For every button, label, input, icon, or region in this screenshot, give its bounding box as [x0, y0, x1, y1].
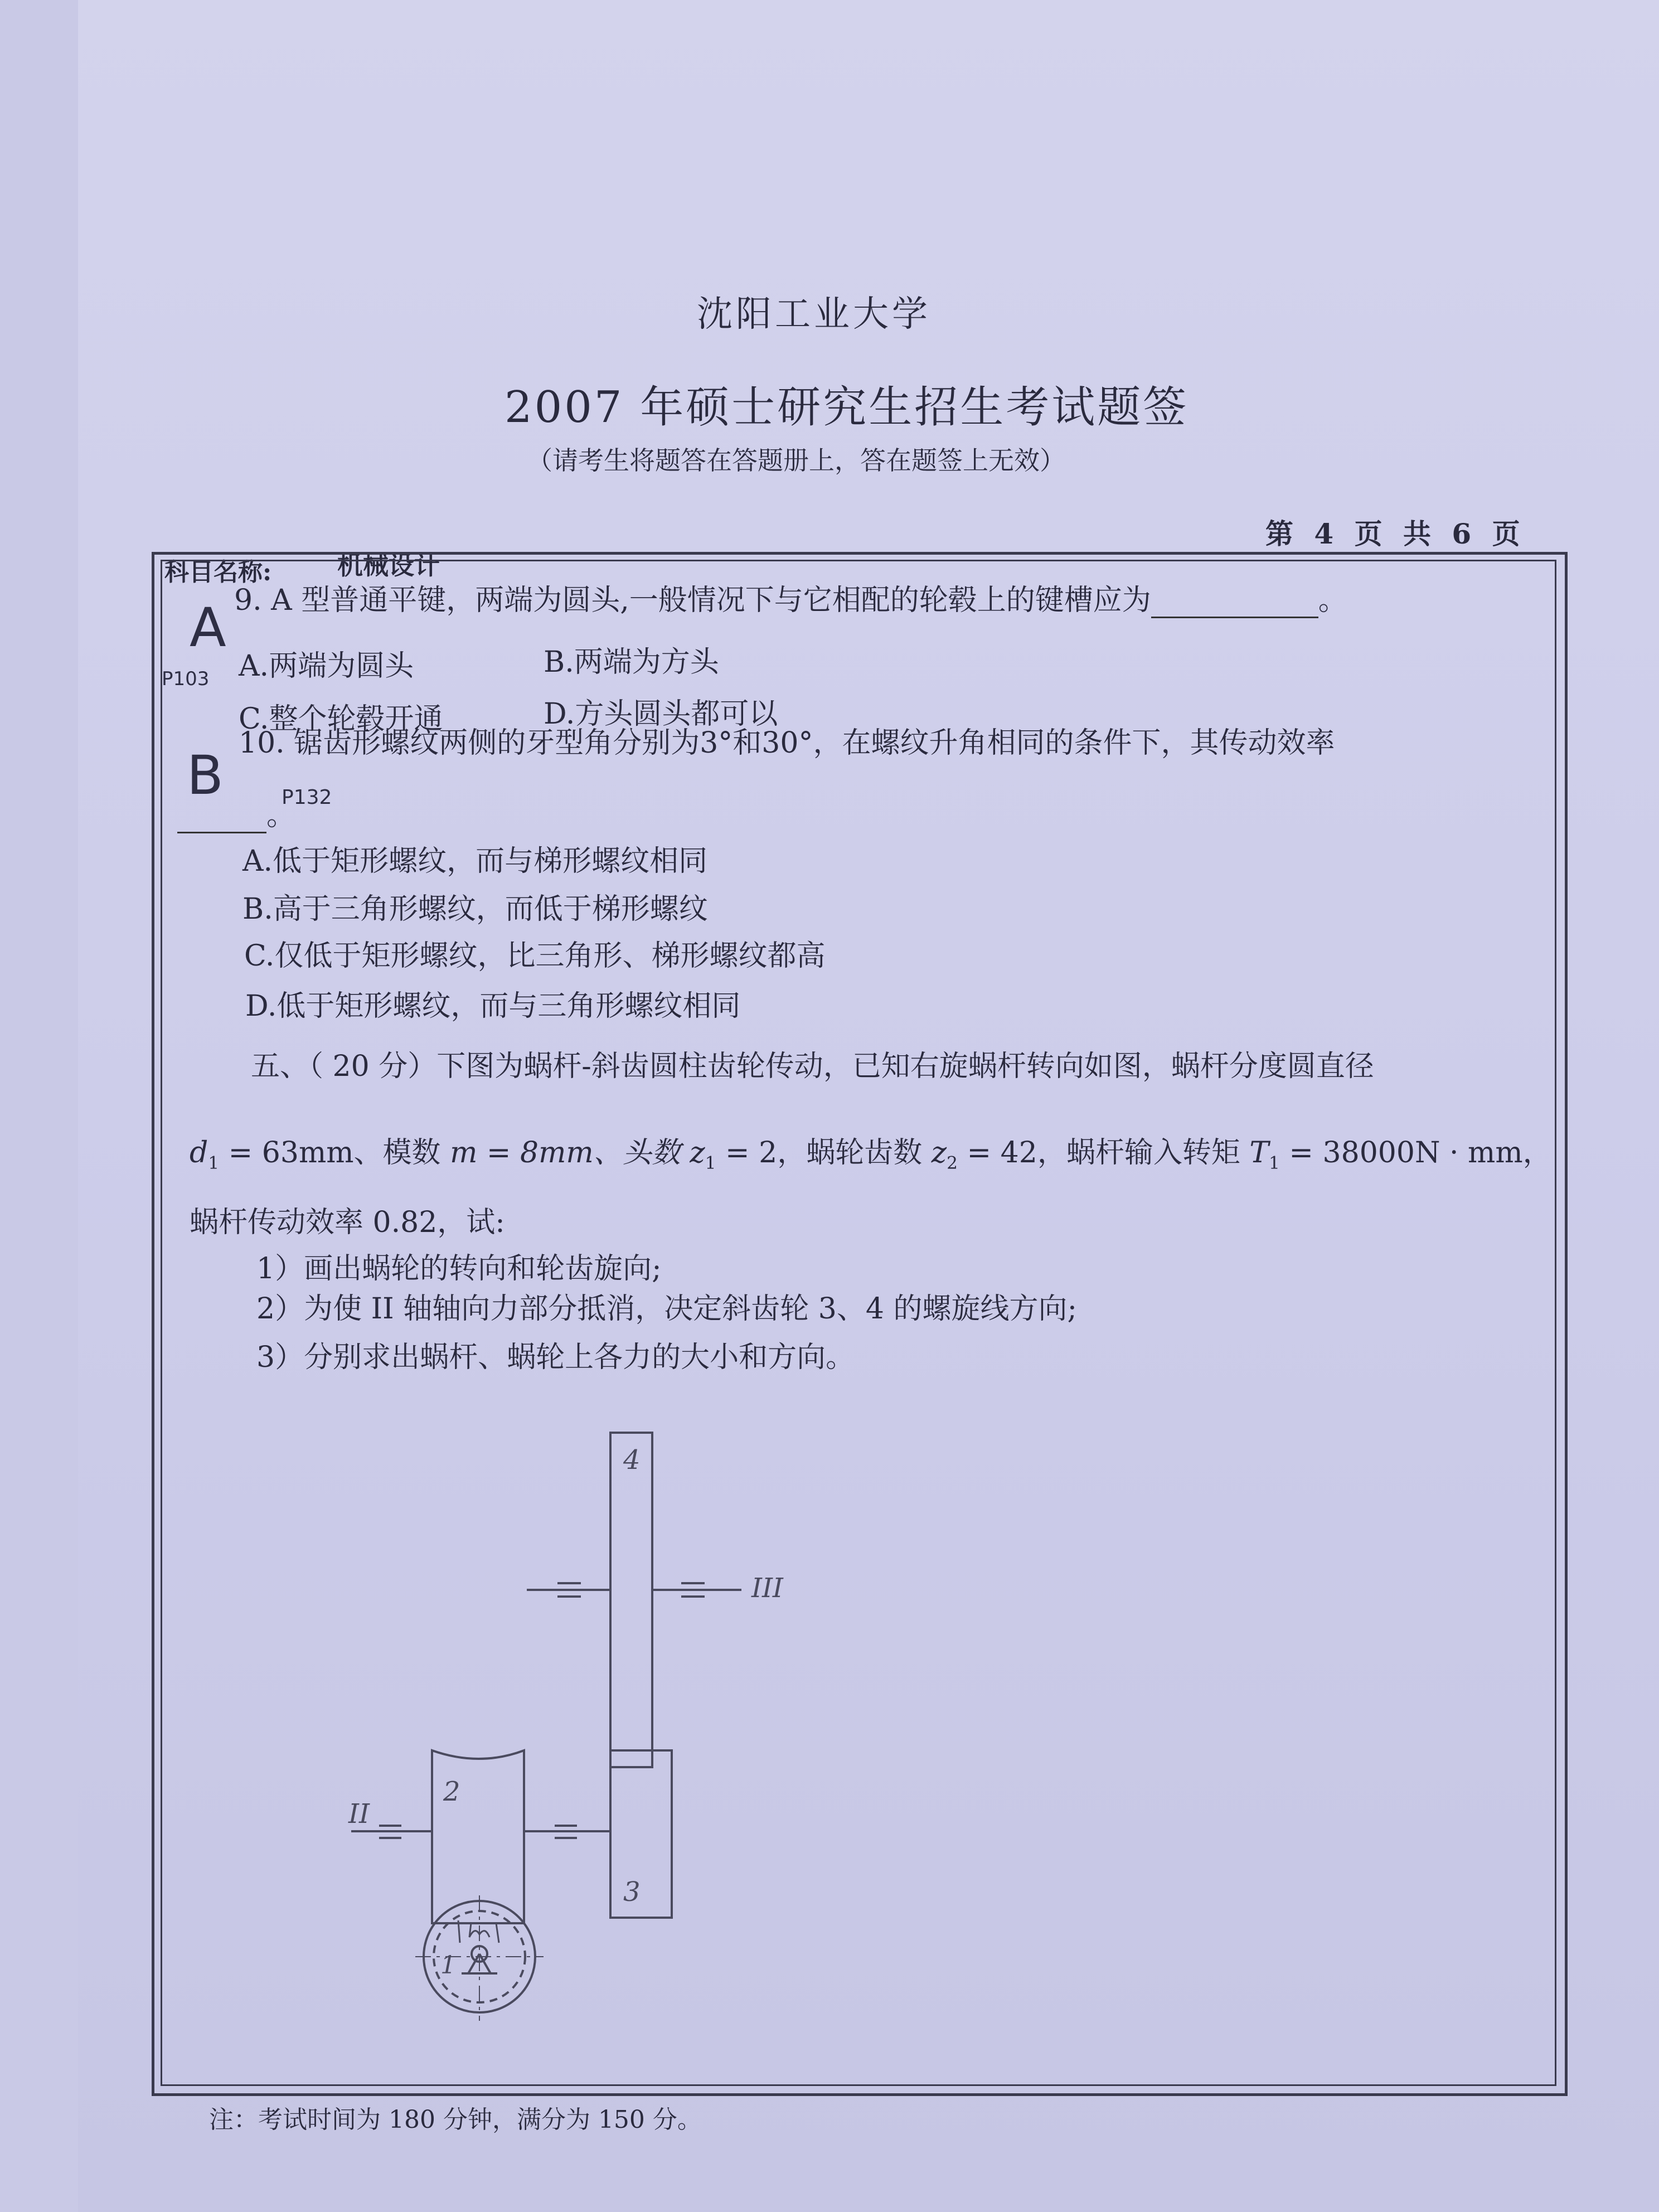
label-worm-wheel-2: 2: [443, 1776, 460, 1807]
q10-stem-end: 。: [266, 799, 296, 832]
label-shaft-II: II: [348, 1798, 370, 1830]
problem-5-parameters: $d_1 = 63mm$、模数 m = 8mm、头数 $z_1 = 2$，蜗轮齿数 $z_2 = 42$，蜗杆输入转矩 $T_1 = 38000N$ · mm，: [190, 1136, 1552, 1173]
q9-option-b: B.两端为方头: [544, 646, 719, 679]
param-m: m = 8mm、头数: [450, 1136, 681, 1170]
subject-value: 机械设计: [337, 550, 440, 580]
q9-option-c: C.整个轮毂开通: [239, 702, 443, 736]
problem-5-efficiency: 蜗杆传动效率 0.82，试:: [190, 1206, 505, 1239]
worm-gear-diagram: [312, 1416, 814, 2035]
q10-option-a: A.低于矩形螺纹，而与梯形螺纹相同: [242, 845, 708, 878]
param-d1: = 63mm、模数: [228, 1136, 441, 1170]
q10-answer-blank: [177, 832, 266, 833]
label-shaft-III: III: [751, 1573, 783, 1604]
q10-option-d: D.低于矩形螺纹，而与三角形螺纹相同: [245, 989, 741, 1023]
problem-5-item-2: 2）为使 II 轴轴向力部分抵消，决定斜齿轮 3、4 的螺旋线方向;: [256, 1292, 1077, 1326]
problem-5-intro: 五、（ 20 分）下图为蜗杆-斜齿圆柱齿轮传动，已知右旋蜗杆转向如图，蜗杆分度圆直径: [251, 1050, 1374, 1083]
exam-notice: （请考生将题答在答题册上，答在题签上无效）: [527, 445, 1065, 476]
q9-option-a: A.两端为圆头: [239, 649, 414, 683]
param-z1: = 2，蜗轮齿数: [725, 1136, 923, 1170]
q9-answer-blank: [1151, 617, 1318, 618]
q9-stem-end: 。: [1318, 584, 1347, 617]
q9-stem-text: 9. A 型普通平键，两端为圆头,一般情况下与它相配的轮毂上的键槽应为: [234, 584, 1151, 617]
param-z2: = 42，蜗杆输入转矩: [967, 1136, 1240, 1170]
param-t1: = 38000N · mm，: [1289, 1136, 1552, 1170]
exam-footer-note: 注：考试时间为 180 分钟，满分为 150 分。: [209, 2106, 702, 2134]
handwritten-page-ref-q9: P103: [162, 668, 210, 690]
problem-5-item-1: 1）画出蜗轮的转向和轮齿旋向;: [256, 1252, 662, 1286]
label-gear-4: 4: [623, 1444, 641, 1476]
gear-3-body: [610, 1750, 672, 1918]
university-name: 沈阳工业大学: [697, 294, 931, 335]
question-9-stem: [234, 576, 1347, 618]
page-indicator: 第 4 页 共 6 页: [1265, 517, 1526, 550]
gear-4-body: [610, 1433, 652, 1767]
q10-option-c: C.仅低于矩形螺纹，比三角形、梯形螺纹都高: [244, 939, 826, 973]
handwritten-page-ref-q10: P132: [282, 786, 332, 809]
question-10-stem: 10. 锯齿形螺纹两侧的牙型角分别为3°和30°，在螺纹升角相同的条件下，其传动效率: [239, 726, 1335, 760]
problem-5-item-3: 3）分别求出蜗杆、蜗轮上各力的大小和方向。: [256, 1341, 855, 1374]
exam-title: 2007 年硕士研究生招生考试题签: [505, 382, 1189, 433]
label-worm-1: 1: [440, 1951, 456, 1980]
handwritten-answer-q10: B: [187, 744, 224, 807]
label-gear-3: 3: [623, 1876, 641, 1908]
q10-option-b: B.高于三角形螺纹，而低于梯形螺纹: [242, 892, 708, 926]
handwritten-answer-q9: A: [190, 596, 226, 659]
subject-label: 科目名称:: [164, 558, 272, 586]
q9-option-d: D.方头圆头都可以: [544, 697, 778, 731]
q10-answer-line: [177, 792, 295, 833]
